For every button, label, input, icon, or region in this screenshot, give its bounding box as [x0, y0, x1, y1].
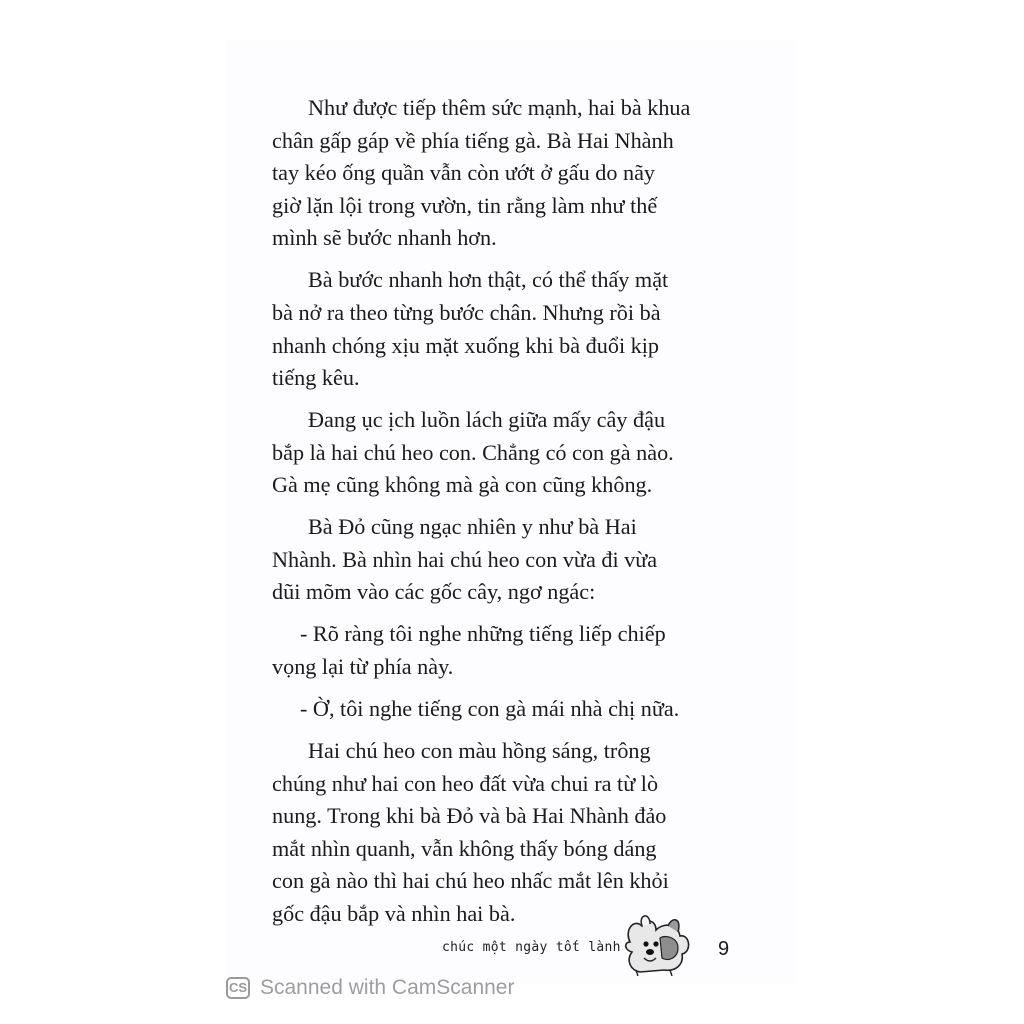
- page-body: [272, 92, 742, 940]
- text-line: Bà Đỏ cũng ngạc nhiên y như bà Hai: [308, 514, 637, 540]
- text-line: dũi mõm vào các gốc cây, ngơ ngác:: [272, 579, 596, 605]
- dog-mascot-icon: [620, 912, 694, 976]
- text-line: Nhành. Bà nhìn hai chú heo con vừa đi vừa: [272, 546, 658, 572]
- text-line: mình sẽ bước nhanh hơn.: [272, 225, 497, 251]
- text-line: giờ lặn lội trong vườn, tin rằng làm như thế: [272, 192, 658, 218]
- text-line: - Ờ, tôi nghe tiếng con gà mái nhà chị nữa.: [300, 696, 680, 722]
- paragraph-3: [272, 404, 742, 502]
- text-line: vọng lại từ phía này.: [272, 654, 454, 680]
- scanner-watermark-text: Scanned with CamScanner: [260, 976, 515, 999]
- paragraph-5: [272, 735, 742, 931]
- text-line: - Rõ ràng tôi nghe những tiếng liếp chiếp: [300, 621, 666, 647]
- text-line: chúng như hai con heo đất vừa chui ra từ lò: [272, 770, 659, 796]
- text-line: bắp là hai chú heo con. Chẳng có con gà nào.: [272, 439, 674, 465]
- text-line: Gà mẹ cũng không mà gà con cũng không.: [272, 472, 653, 498]
- text-line: Đang ục ịch luồn lách giữa mấy cây đậu: [308, 407, 666, 433]
- camscanner-logo-icon: CS: [226, 977, 250, 999]
- paragraph-1: [272, 92, 742, 255]
- footer-motto: chúc một ngày tốt lành: [442, 940, 621, 955]
- dialogue-line-1: [272, 618, 742, 683]
- text-line: gốc đậu bắp và nhìn hai bà.: [272, 901, 516, 926]
- paragraph-4: [272, 511, 742, 609]
- text-line: Bà bước nhanh hơn thật, có thể thấy mặt: [308, 267, 669, 293]
- paragraph-2: [272, 264, 742, 394]
- text-line: bà nở ra theo từng bước chân. Nhưng rồi bà: [272, 299, 661, 325]
- text-line: Như được tiếp thêm sức mạnh, hai bà khua: [308, 95, 691, 120]
- dialogue-line-2: [272, 693, 742, 726]
- scanner-watermark: [226, 976, 514, 1000]
- text-line: tiếng kêu.: [272, 365, 360, 391]
- text-line: mắt nhìn quanh, vẫn không thấy bóng dáng: [272, 835, 657, 861]
- text-line: nung. Trong khi bà Đỏ và bà Hai Nhành đảo: [272, 803, 667, 829]
- text-line: nhanh chóng xịu mặt xuống khi bà đuổi kịp: [272, 332, 660, 358]
- text-line: chân gấp gáp về phía tiếng gà. Bà Hai Nhành: [272, 127, 674, 153]
- page-number: 9: [718, 938, 730, 960]
- text-line: Hai chú heo con màu hồng sáng, trông: [308, 738, 651, 764]
- text-line: tay kéo ống quần vẫn còn ướt ở gấu do nãy: [272, 160, 656, 186]
- text-line: con gà nào thì hai chú heo nhấc mắt lên khỏi: [272, 868, 669, 894]
